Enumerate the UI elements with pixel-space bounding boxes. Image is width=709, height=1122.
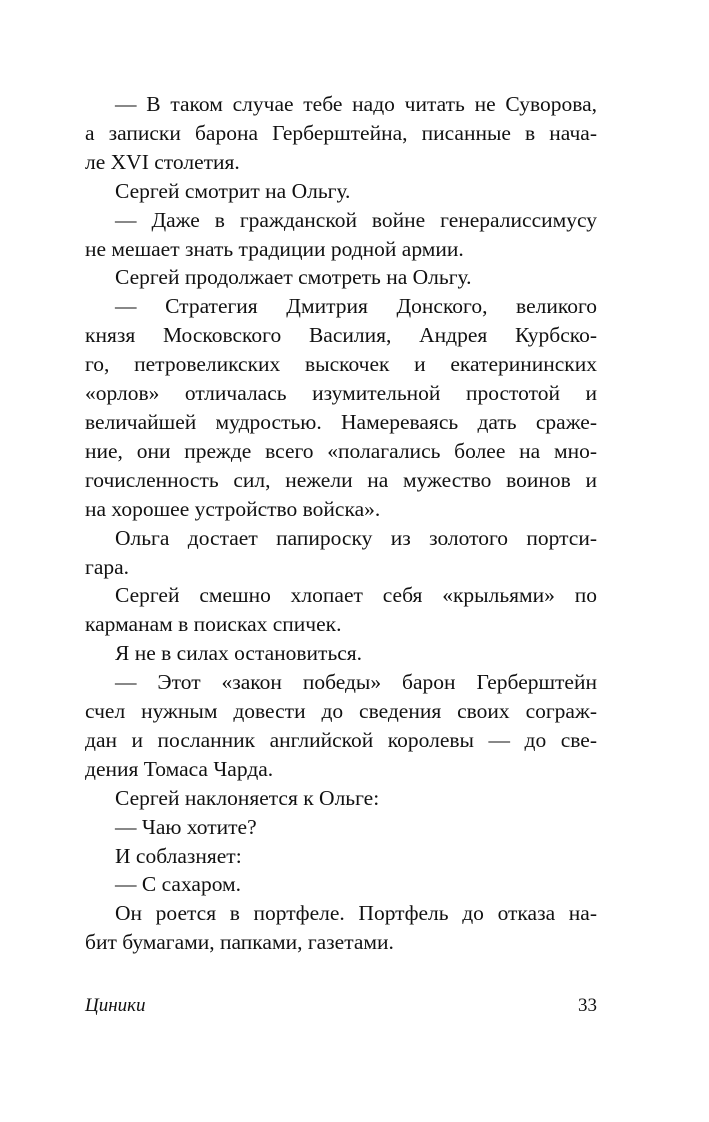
page-footer bbox=[85, 992, 597, 1020]
text-line: Он роется в портфеле. Портфель до отказа на- bbox=[115, 901, 597, 926]
text-line: Сергей продолжает смотреть на Ольгу. bbox=[115, 265, 472, 290]
text-line: Я не в силах остановиться. bbox=[115, 641, 363, 666]
text-line: го, петровеликских выскочек и екатерининских bbox=[85, 352, 597, 377]
body-text bbox=[85, 90, 597, 957]
text-line: И соблазняет: bbox=[115, 843, 242, 868]
text-line: дан и посланник английской королевы — до све- bbox=[85, 727, 597, 752]
text-line: дения Томаса Чарда. bbox=[85, 756, 274, 781]
text-line: — Даже в гражданской войне генералиссимусу bbox=[115, 207, 597, 232]
text-line: Сергей смотрит на Ольгу. bbox=[115, 178, 351, 203]
text-line: бит бумагами, папками, газетами. bbox=[85, 930, 394, 955]
text-line: — Этот «закон победы» барон Герберштейн bbox=[115, 670, 597, 695]
text-line: Сергей наклоняется к Ольге: bbox=[115, 785, 380, 810]
text-line: — С сахаром. bbox=[115, 872, 242, 897]
text-line: ле XVI столетия. bbox=[85, 149, 240, 174]
text-line: — Чаю хотите? bbox=[115, 814, 257, 839]
text-line: — В таком случае тебе надо читать не Суворова, bbox=[115, 92, 597, 116]
text-line: князя Московского Василия, Андрея Курбско- bbox=[85, 323, 597, 348]
text-line: гочисленность сил, нежели на мужество воинов и bbox=[85, 467, 597, 492]
text-line: ние, они прежде всего «полагались более на мно- bbox=[85, 438, 597, 463]
text-line: Сергей смешно хлопает себя «крыльями» по bbox=[115, 583, 597, 608]
text-line: на хорошее устройство войска». bbox=[85, 496, 381, 521]
text-line: а записки барона Герберштейна, писанные в нача- bbox=[85, 120, 597, 145]
page-number: 33 bbox=[578, 995, 597, 1016]
text-line: — Стратегия Дмитрия Донского, великого bbox=[115, 294, 597, 319]
text-line: гара. bbox=[85, 554, 130, 579]
text-line: величайшей мудростью. Намереваясь дать сраже- bbox=[85, 409, 597, 434]
text-line: «орлов» отличалась изумительной простотой и bbox=[85, 381, 597, 406]
running-title: Циники bbox=[85, 995, 146, 1016]
text-line: Ольга достает папироску из золотого портси- bbox=[115, 525, 597, 550]
text-line: счел нужным довести до сведения своих сограж- bbox=[85, 699, 597, 724]
text-line: не мешает знать традиции родной армии. bbox=[85, 236, 464, 261]
text-line: карманам в поисках спичек. bbox=[85, 612, 342, 637]
